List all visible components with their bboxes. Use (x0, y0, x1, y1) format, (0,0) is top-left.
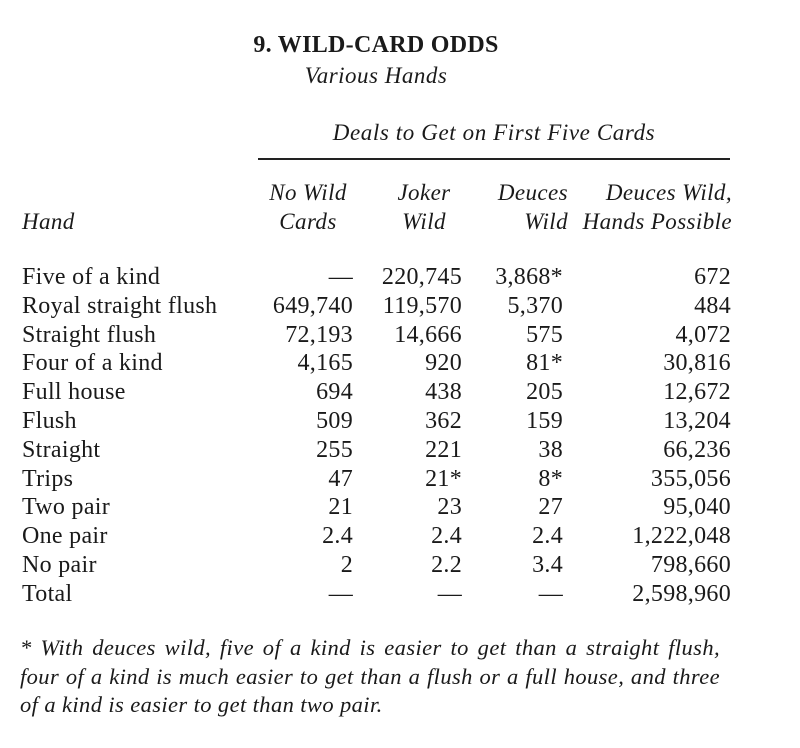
hand-cell: Five of a kind (22, 264, 161, 290)
deuces-wild-cell: 205 (526, 379, 563, 406)
joker-wild-cell: 23 (437, 494, 462, 521)
hands-possible-cell: 1,222,048 (632, 523, 731, 550)
hands-possible-cell: 66,236 (663, 436, 731, 463)
no-wild-cell: 255 (316, 436, 353, 463)
hands-possible-cell: 798,660 (650, 551, 731, 578)
table-row (0, 436, 800, 465)
column-header-deuces-wild (472, 178, 568, 236)
column-header-joker-wild-line1: Joker (397, 180, 451, 205)
table-row (0, 263, 800, 292)
hands-possible-cell: 355,056 (650, 465, 731, 492)
no-wild-cell: 47 (328, 465, 353, 492)
no-wild-cell: 509 (316, 407, 353, 434)
column-header-no-wild (248, 178, 368, 236)
no-wild-cell: 694 (316, 379, 353, 406)
hands-possible-cell: 95,040 (663, 494, 731, 521)
hand-cell: Four of a kind (22, 350, 163, 377)
no-wild-cell: 649,740 (272, 292, 353, 319)
column-header-hands-possible-line2: Hands Possible (582, 209, 732, 234)
joker-wild-cell: 220,745 (381, 264, 462, 290)
hand-cell: Straight (22, 436, 101, 463)
no-wild-cell: 72,193 (285, 321, 353, 348)
no-wild-cell: — (328, 580, 353, 607)
joker-wild-cell: 2.2 (431, 551, 462, 578)
table-row (0, 321, 800, 350)
table-row (0, 378, 800, 407)
joker-wild-cell: 21* (425, 465, 462, 492)
joker-wild-cell: 362 (425, 407, 462, 434)
hands-possible-cell: 13,204 (663, 407, 731, 434)
hand-cell: Straight flush (22, 321, 157, 348)
hand-cell: Royal straight flush (22, 292, 218, 319)
deuces-wild-cell: 81* (526, 350, 563, 377)
hand-cell: Two pair (22, 494, 111, 521)
span-header: Deals to Get on First Five Cards (332, 120, 656, 145)
deuces-wild-cell: 2.4 (532, 523, 563, 550)
deuces-wild-cell: 8* (538, 465, 563, 492)
deuces-wild-cell: 159 (526, 407, 563, 434)
deuces-wild-cell: — (538, 580, 563, 607)
hands-possible-cell: 4,072 (675, 321, 731, 348)
table-row (0, 349, 800, 378)
hand-cell: Trips (22, 465, 74, 492)
joker-wild-cell: 920 (425, 350, 462, 377)
hands-possible-cell: 12,672 (663, 379, 731, 406)
joker-wild-cell: 14,666 (394, 321, 462, 348)
hand-cell: Full house (22, 379, 126, 406)
deuces-wild-cell: 3.4 (532, 551, 563, 578)
no-wild-cell: — (328, 264, 353, 290)
column-header-no-wild-line2: Cards (279, 209, 337, 234)
column-header-hand: Hand (22, 209, 75, 234)
column-header-no-wild-line1: No Wild (269, 180, 347, 205)
table-row (0, 493, 800, 522)
column-header-deuces-wild-line2: Wild (524, 209, 568, 234)
table-row (0, 465, 800, 494)
span-header-rule (258, 158, 730, 160)
hand-cell: Total (22, 580, 73, 607)
deuces-wild-cell: 575 (526, 321, 563, 348)
footnote: * With deuces wild, five of a kind is easier to get than a straight flush, four of a kind is much easier to get than a flush or a full house, and three of a kind is easier to get than two pair. (20, 635, 720, 718)
deuces-wild-cell: 5,370 (507, 292, 563, 319)
column-header-joker-wild-line2: Wild (402, 209, 446, 234)
table-row (0, 407, 800, 436)
table-title: 9. WILD-CARD ODDS (253, 32, 499, 58)
table-row (0, 551, 800, 580)
table-row-total (0, 580, 800, 609)
odds-table-body (0, 263, 800, 609)
deuces-wild-cell: 38 (538, 436, 563, 463)
column-header-deuces-wild-line1: Deuces (497, 180, 568, 205)
joker-wild-cell: 221 (425, 436, 462, 463)
no-wild-cell: 2.4 (322, 523, 353, 550)
table-row (0, 292, 800, 321)
deuces-wild-cell: 3,868* (495, 264, 563, 290)
joker-wild-cell: 2.4 (431, 523, 462, 550)
hands-possible-cell: 30,816 (663, 350, 731, 377)
joker-wild-cell: — (437, 580, 462, 607)
deuces-wild-cell: 27 (538, 494, 563, 521)
hands-possible-cell: 2,598,960 (632, 580, 731, 607)
hand-cell: No pair (22, 551, 97, 578)
column-header-joker-wild (378, 178, 470, 236)
joker-wild-cell: 119,570 (382, 292, 462, 319)
column-header-hands-possible (556, 178, 732, 236)
joker-wild-cell: 438 (425, 379, 462, 406)
hands-possible-cell: 672 (694, 264, 731, 290)
no-wild-cell: 4,165 (297, 350, 353, 377)
table-row (0, 522, 800, 551)
hand-cell: Flush (22, 407, 77, 434)
no-wild-cell: 2 (340, 551, 353, 578)
column-header-hands-possible-line1: Deuces Wild, (605, 180, 732, 205)
no-wild-cell: 21 (328, 494, 353, 521)
hand-cell: One pair (22, 523, 108, 550)
table-subtitle: Various Hands (304, 63, 448, 88)
hands-possible-cell: 484 (694, 292, 731, 319)
